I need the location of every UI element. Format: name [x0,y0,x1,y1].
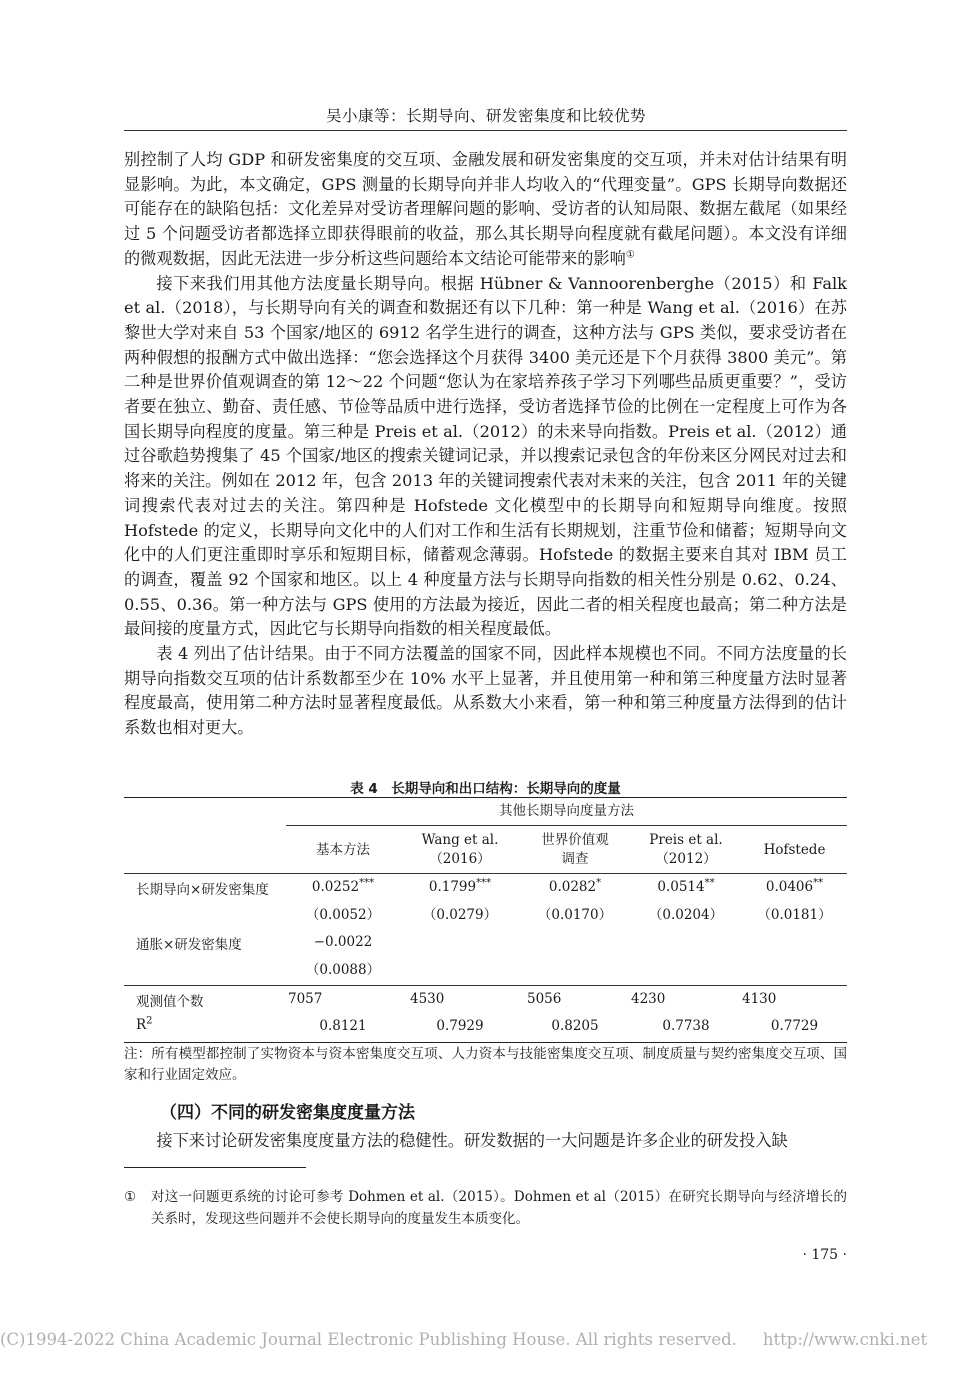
col-header-wvs-line1: 世界价值观 [541,832,609,848]
table-stats-rule [124,985,847,986]
table-group-rule [286,825,847,826]
table-cell: （0.0170） [537,907,613,923]
table-cell: 0.8121 [319,1018,367,1034]
table-row [124,990,847,1012]
col-header-preis-line2: （2012） [655,851,717,867]
section-heading: （四）不同的研发密集度度量方法 [160,1103,415,1123]
table-cell: 0.0514** [657,877,715,895]
copyright-watermark [0,1330,928,1349]
row-label-lto: 长期导向×研发密集度 [136,882,269,898]
footnote-text: 对这一问题更系统的讨论可参考 Dohmen et al.（2015）。Dohmen et al（2015）在研究长期导向与经济增长的关系时，发现这些问题并不会使长期导向的度量发生本质变化。 [151,1189,847,1227]
table-title: 表 4 长期导向和出口结构：长期导向的度量 [350,781,621,797]
table-cell: −0.0022 [313,934,373,950]
row-label-obs: 观测值个数 [136,994,204,1010]
cnki-link[interactable]: http://www.cnki.net [762,1330,928,1349]
table-cell: 0.1799*** [428,877,492,895]
table-cell: （0.0204） [648,907,724,923]
table-row [124,906,847,928]
col-header-wvs-line2: 调查 [561,851,589,867]
row-label-r2: $R^2$ [136,1015,153,1033]
col-header-preis-line1: Preis et al. [649,832,723,848]
table-row [124,961,847,983]
table-cell: 0.7738 [662,1018,710,1034]
paragraph-3: 表 4 列出了估计结果。由于不同方法覆盖的国家不同，因此样本规模也不同。不同方法度量的长期导向指数交互项的估计系数都至少在 10% 水平上显著，并且使用第一种和第三种度量方法时显著程度最高，使用第二种方法时显著程度最低。从系数大小来看，第一种和第三种度量方法得到的估计系数也相对更大。 [124,644,847,738]
footnote-mark: ① [124,1189,137,1205]
table-row [124,878,847,900]
table-cell: 0.0282* [548,877,602,895]
table-note: 注：所有模型都控制了实物资本与资本密集度交互项、人力资本与技能密集度交互项、制度质量与契约密集度交互项、国家和行业固定效应。 [124,1046,847,1083]
section-paragraph: 接下来讨论研发密集度度量方法的稳健性。研发数据的一大问题是许多企业的研发投入缺 [156,1131,788,1150]
table-cell: 4230 [631,991,666,1007]
col-header-wang-line2: （2016） [429,851,491,867]
footnote-rule [124,1167,306,1168]
table-cell: （0.0181） [757,907,832,923]
table-cell: 0.0252*** [311,877,375,895]
col-header-wang [400,831,520,869]
table-column-headers [124,829,847,871]
table-group-header: 其他长期导向度量方法 [499,803,634,819]
table-header-rule [124,873,847,874]
table-cell: （0.0088） [305,962,381,978]
paragraph-1-text: 别控制了人均 GDP 和研发密集度的交互项、金融发展和研发密集度的交互项，并未对估计结果有明显影响。为此，本文确定，GPS 测量的长期导向并非人均收入的“代理变量”。GPS 长期导向数据还可能存在的缺陷包括：文化差异对受访者理解问题的影响、受访者的认知局限、数据左截尾（如果经过 5 个问题受访者都选择立即获得眼前的收益，那么其长期导向程度就有截尾问题）。本文没有详细的微观数据，因此无法进一步分析这些问题给本文结论可能带来的影响 [124,150,847,268]
paragraph-2: 接下来我们用其他方法度量长期导向。根据 Hübner & Vannoorenberghe（2015）和 Falk et al.（2018），与长期导向有关的调查和数据还有以下几种：第一种是 Wang et al.（2016）在苏黎世大学对来自 53 个国家/地区的 6912 名学生进行的调查，这种方法与 GPS 类似，要求受访者在两种假想的报酬方式中做出选择：“您会选择这个月获得 3400 美元还是下个月获得 3800 美元”。第二种是世界价值观调查的第 12～22 个问题“您认为在家培养孩子学习下列哪些品质更重要？”，受访者要在独立、勤奋、责任感、节俭等品质中进行选择，受访者选择节俭的比例在一定程度上可作为各国长期导向程度的度量。第三种是 Preis et al.（2012）的未来导向指数。Preis et al.（2012）通过谷歌趋势搜集了 45 个国家/地区的搜索关键词记录，并以搜索记录包含的年份来区分网民对过去和将来的关注。例如在 2012 年，包含 2013 年的关键词搜索代表对未来的关注，包含 2011 年的关键词搜索代表对过去的关注。第四种是 Hofstede 文化模型中的长期导向和短期导向维度。按照 Hofstede 的定义，长期导向文化中的人们对工作和生活有长期规划，注重节俭和储蓄；短期导向文化中的人们更注重即时享乐和短期目标，储蓄观念薄弱。Hofstede 的数据主要来自其对 IBM 员工的调查，覆盖 92 个国家和地区。以上 4 种度量方法与长期导向指数的相关性分别是 0.62、0.24、0.55、0.36。第一种方法与 GPS 使用的方法最为接近，因此二者的相关程度也最高；第二种方法是最间接的度量方式，因此它与长期导向指数的相关程度最低。 [124,273,847,639]
paragraph-1 [124,148,847,272]
table-cell: 0.7729 [770,1018,819,1034]
body-text [124,148,847,741]
table-cell: 7057 [288,991,323,1007]
table-cell: 4130 [742,991,777,1007]
table-cell: 0.8205 [551,1018,599,1034]
table-cell: 5056 [527,991,562,1007]
table-cell: 4530 [410,991,445,1007]
header-rule [124,130,847,131]
row-label-inflation: 通胀×研发密集度 [136,937,242,953]
table-row [124,1017,847,1039]
col-header-preis [630,831,742,869]
col-header-basic: 基本方法 [316,842,370,858]
col-header-hofstede: Hofstede [763,842,826,858]
table-row [124,933,847,955]
col-header-wvs [520,831,630,869]
table-group-header-row [124,802,847,824]
footnote [124,1186,847,1230]
table-cell: （0.0052） [305,907,381,923]
running-title: 吴小康等：长期导向、研发密集度和比较优势 [325,107,646,125]
results-table [124,797,847,1043]
table-cell: 0.7929 [436,1018,484,1034]
table-cell: （0.0279） [422,907,498,923]
copyright-text: (C)1994-2022 China Academic Journal Electronic Publishing House. All rights reserved. [0,1330,737,1349]
col-header-wang-line1: Wang et al. [421,832,499,848]
page-number: · 175 · [802,1247,847,1263]
table-cell: 0.0406** [765,877,824,895]
footnote-ref[interactable]: ① [625,249,635,261]
